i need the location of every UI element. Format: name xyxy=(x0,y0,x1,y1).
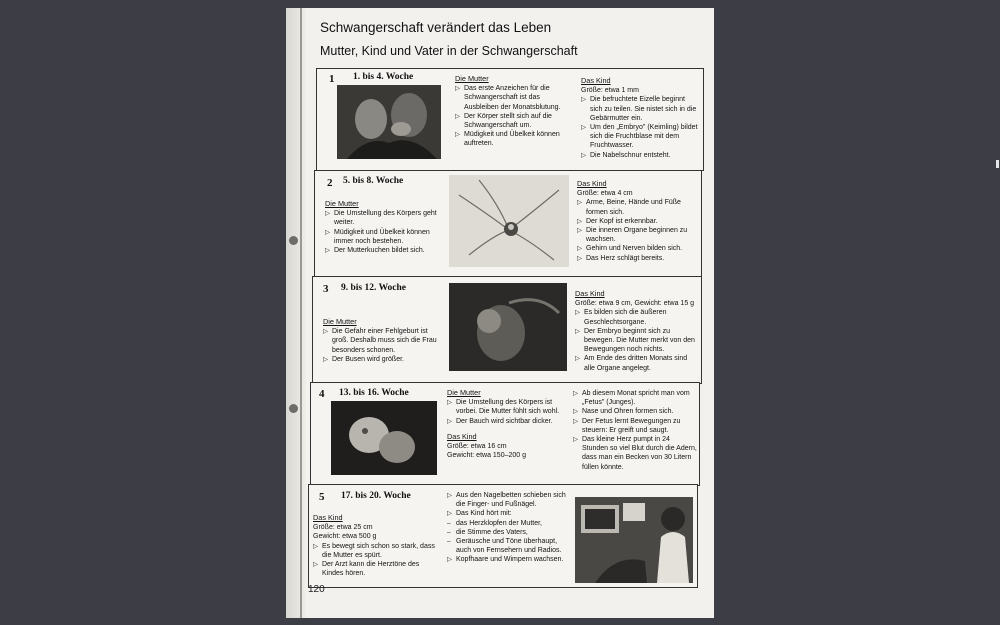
photo-embryo-vessels xyxy=(449,175,569,267)
mutter-item: ▷ Der Mutterkuchen bildet sich. xyxy=(325,246,443,255)
fetus-item: ▷ Ab diesem Monat spricht man vom „Fetus" (Junges). xyxy=(573,389,697,407)
section-number: 1 xyxy=(329,73,335,85)
section-number: 3 xyxy=(323,283,329,295)
section-5 xyxy=(308,484,698,588)
kind-heading: Das Kind xyxy=(313,513,343,522)
mutter-heading: Die Mutter xyxy=(323,317,357,326)
middle-item: ▷ Aus den Nagelbetten schieben sich die Finger- und Fußnägel. xyxy=(447,491,567,509)
kind-item: ▷ Der Embryo beginnt sich zu bewegen. Die Mutter merkt von den Bewegungen noch nichts. xyxy=(575,327,699,355)
kind-column xyxy=(577,179,699,263)
kind-item: ▷ Um den „Embryo" (Keimling) bildet sich die Fruchtblase mit dem Fruchtwasser. xyxy=(581,123,699,151)
punch-hole xyxy=(289,236,298,245)
mutter-item: ▷ Müdigkeit und Übelkeit können immer noch bestehen. xyxy=(325,228,443,246)
section-weeks: 9. bis 12. Woche xyxy=(341,283,407,293)
kind-size: Größe: etwa 9 cm, Gewicht: etwa 15 g xyxy=(575,300,695,308)
mutter-item: ▷ Der Bauch wird sichtbar dicker. xyxy=(447,417,569,426)
kind-item: ▷ Am Ende des dritten Monats sind alle Organe angelegt. xyxy=(575,354,699,372)
section-weeks: 1. bis 4. Woche xyxy=(353,72,414,82)
photo-couple xyxy=(337,85,441,159)
kind-weight: Gewicht: etwa 150–200 g xyxy=(447,452,526,460)
kind-size: Größe: etwa 25 cm xyxy=(313,524,373,532)
middle-item: ▷ Kopfhaare und Wimpern wachsen. xyxy=(447,555,567,564)
mutter-heading: Die Mutter xyxy=(325,199,359,208)
page-title: Schwangerschaft verändert das Leben xyxy=(320,20,552,35)
photo-embryo-9-weeks xyxy=(449,283,567,371)
kind-item: ▷ Die befruchtete Eizelle beginnt sich zu teilen. Sie nistet sich in die Gebärmutter ein. xyxy=(581,95,699,123)
kind-column xyxy=(581,76,699,160)
page-number: 120 xyxy=(308,584,325,595)
fetus-item: ▷ Nase und Ohren formen sich. xyxy=(573,407,697,416)
section-weeks: 17. bis 20. Woche xyxy=(341,491,411,501)
kind-column xyxy=(575,289,699,373)
mutter-item: ▷ Die Umstellung des Körpers geht weiter. xyxy=(325,209,443,227)
mutter-item: ▷ Das erste Anzeichen für die Schwangerschaft ist das Ausbleiben der Monatsblutung. xyxy=(455,84,575,112)
mutter-column xyxy=(323,317,445,364)
kind-heading: Das Kind xyxy=(581,76,611,85)
section-3 xyxy=(312,276,702,384)
mutter-item: ▷ Die Umstellung des Körpers ist vorbei. Die Mutter fühlt sich wohl. xyxy=(447,398,569,416)
middle-column xyxy=(447,491,567,565)
page-subtitle: Mutter, Kind und Vater in der Schwangerschaft xyxy=(320,44,578,58)
middle-subitem: – das Herzklopfen der Mutter, xyxy=(447,519,567,528)
kind-item: ▷ Es bewegt sich schon so stark, dass die Mutter es spürt. xyxy=(313,542,441,560)
fetus-item: ▷ Der Fetus lernt Bewegungen zu steuern: Er greift und saugt. xyxy=(573,417,697,435)
kind-item: ▷ Das Herz schlägt bereits. xyxy=(577,254,699,263)
mutter-column xyxy=(455,74,575,149)
middle-subitem: – die Stimme des Vaters, xyxy=(447,528,567,537)
section-number: 5 xyxy=(319,491,325,503)
mutter-item: ▷ Der Busen wird größer. xyxy=(323,355,445,364)
kind-heading: Das Kind xyxy=(447,431,477,441)
section-weeks: 5. bis 8. Woche xyxy=(343,176,404,186)
binder-line xyxy=(300,8,302,618)
mutter-column xyxy=(447,388,569,460)
mutter-heading: Die Mutter xyxy=(455,74,489,83)
kind-item: ▷ Gehirn und Nerven bilden sich. xyxy=(577,244,699,253)
section-1 xyxy=(316,68,704,171)
mutter-item: ▷ Der Körper stellt sich auf die Schwangerschaft um. xyxy=(455,112,575,130)
middle-item: ▷ Das Kind hört mit: xyxy=(447,509,567,518)
fetus-column xyxy=(573,389,697,472)
middle-subitem: – Geräusche und Töne überhaupt, auch von Fernsehern und Radios. xyxy=(447,537,567,555)
kind-item: ▷ Der Arzt kann die Herztöne des Kindes hören. xyxy=(313,560,441,578)
section-weeks: 13. bis 16. Woche xyxy=(339,388,409,398)
photo-doctor-ultrasound xyxy=(575,497,693,583)
section-4 xyxy=(310,382,700,486)
section-number: 4 xyxy=(319,388,325,400)
kind-item: ▷ Die Nabelschnur entsteht. xyxy=(581,151,699,160)
kind-item: ▷ Es bilden sich die äußeren Geschlechtsorgane. xyxy=(575,308,699,326)
mutter-heading: Die Mutter xyxy=(447,388,481,397)
kind-heading: Das Kind xyxy=(575,289,605,298)
kind-item: ▷ Die inneren Organe beginnen zu wachsen. xyxy=(577,226,699,244)
kind-heading: Das Kind xyxy=(577,179,607,188)
photo-fetus-16-weeks xyxy=(331,401,437,475)
mutter-item: ▷ Die Gefahr einer Fehlgeburt ist groß. Deshalb muss sich die Frau besonders schonen. xyxy=(323,327,445,355)
mutter-column xyxy=(325,199,443,255)
kind-column xyxy=(313,513,441,578)
kind-item: ▷ Der Kopf ist erkennbar. xyxy=(577,217,699,226)
window-edge-mark xyxy=(996,160,999,168)
binder-strip xyxy=(286,8,306,618)
kind-size: Größe: etwa 4 cm xyxy=(577,190,633,198)
section-number: 2 xyxy=(327,177,333,189)
fetus-item: ▷ Das kleine Herz pumpt in 24 Stunden so viel Blut durch die Adern, dass man ein Becken von 30 Litern füllen könnte. xyxy=(573,435,697,472)
kind-size: Größe: etwa 1 mm xyxy=(581,87,639,95)
kind-size: Größe: etwa 16 cm xyxy=(447,443,507,451)
document-page xyxy=(286,8,714,618)
kind-weight: Gewicht: etwa 500 g xyxy=(313,533,377,541)
section-2 xyxy=(314,170,702,278)
kind-item: ▷ Arme, Beine, Hände und Füße formen sich. xyxy=(577,198,699,216)
punch-hole xyxy=(289,404,298,413)
mutter-item: ▷ Müdigkeit und Übelkeit können auftreten. xyxy=(455,130,575,148)
